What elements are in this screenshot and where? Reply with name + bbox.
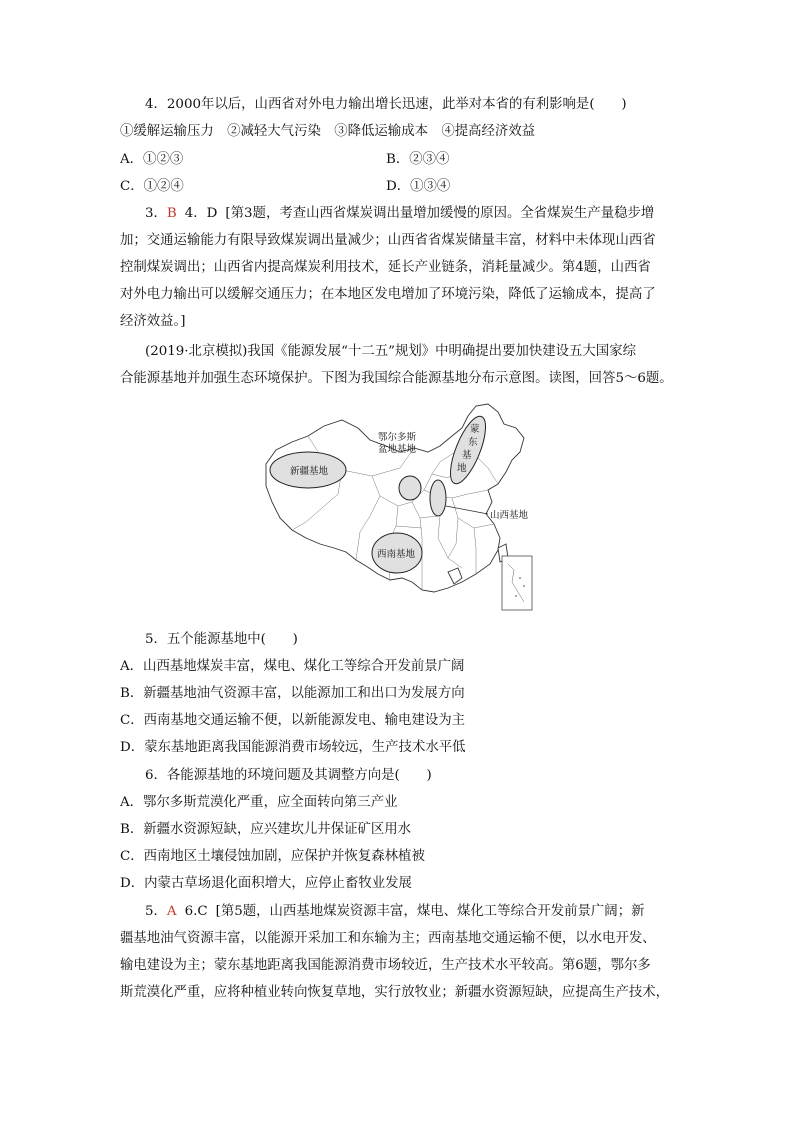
map-label-shanxi: 山西基地 (490, 510, 529, 521)
q6-option-d: D．内蒙古草场退化面积增大，应停止畜牧业发展 (120, 876, 412, 891)
intro-5-6-line-2: 合能源基地并加强生态环境保护。下图为我国综合能源基地分布示意图。读图，回答5～6题。 (120, 371, 673, 386)
q5-stem: 5．五个能源基地中( ) (145, 632, 298, 647)
answer-3-value: B (166, 206, 177, 221)
answer-4-value: 4．D (184, 206, 218, 221)
q6-option-a: A．鄂尔多斯荒漠化严重，应全面转向第三产业 (120, 795, 398, 810)
map-label-mengdong-2: 东 (468, 437, 478, 448)
map-label-mengdong-4: 地 (457, 463, 467, 474)
answer-prefix: 3． (145, 206, 167, 221)
map-label-xinan: 西南基地 (377, 549, 416, 560)
q5-option-c: C．西南基地交通运输不便，以新能源发电、输电建设为主 (120, 713, 466, 728)
answer-3-4-line-1 (145, 204, 654, 224)
intro-5-6-line-1: (2019·北京模拟)我国《能源发展“十二五”规划》中明确提出要加快建设五大国家综 (145, 344, 636, 359)
q5-option-d: D．蒙东基地距离我国能源消费市场较远，生产技术水平低 (120, 740, 466, 755)
q6-option-c: C．西南地区土壤侵蚀加剧，应保护并恢复森林植被 (120, 849, 425, 864)
answer-3-4-line-4: 对外电力输出可以缓解交通压力；在本地区发电增加了环境污染，降低了运输成本，提高了 (120, 287, 656, 302)
q5-option-b: B．新疆基地油气资源丰富，以能源加工和出口为发展方向 (120, 686, 465, 701)
q4-option-a: A．①②③ (120, 152, 184, 167)
answer-prefix: 5． (145, 904, 167, 919)
answer-explanation: [第5题，山西基地煤炭资源丰富，煤电、煤化工等综合开发前景广阔；新 (215, 904, 645, 919)
answer-3-4-line-5: 经济效益。] (120, 314, 186, 329)
answer-6-value: 6.C (184, 904, 208, 919)
q4-option-d: D．①③④ (386, 179, 451, 194)
map-label-ordos-1: 鄂尔多斯 (378, 432, 417, 443)
q6-option-b: B．新疆水资源短缺，应兴建坎儿井保证矿区用水 (120, 822, 412, 837)
answer-5-6-line-4: 斯荒漠化严重，应将种植业转向恢复草地，实行放牧业；新疆水资源短缺，应提高生产技术， (120, 985, 670, 1000)
answer-5-6-line-3: 输电建设为主；蒙东基地距离我国能源消费市场较近，生产技术水平较高。第6题，鄂尔多 (120, 958, 651, 973)
answer-5-6-line-1 (145, 902, 644, 922)
q4-items: ①缓解运输压力 ②减轻大气污染 ③降低运输成本 ④提高经济效益 (120, 124, 536, 139)
china-energy-base-map (262, 398, 542, 618)
map-label-ordos-2: 盆地基地 (378, 444, 417, 455)
q6-stem: 6．各能源基地的环境问题及其调整方向是( ) (145, 768, 432, 783)
answer-5-6-line-2: 疆基地油气资源丰富，以能源开采加工和东输为主；西南基地交通运输不便，以水电开发、 (120, 931, 656, 946)
q4-option-b: B．②③④ (386, 152, 450, 167)
map-label-mengdong-3: 基 (462, 450, 472, 461)
answer-5-value: A (166, 904, 177, 919)
q4-stem: 4．2000年以后，山西省对外电力输出增长迅速，此举对本省的有利影响是( ) (145, 97, 627, 112)
answer-3-4-line-2: 加；交通运输能力有限导致煤炭调出量减少；山西省省煤炭储量丰富，材料中未体现山西省 (120, 233, 656, 248)
shanxi-base-region (430, 480, 446, 516)
map-label-mengdong-1: 蒙 (470, 424, 480, 435)
south-sea-inset (502, 556, 532, 610)
q4-option-c: C．①②④ (120, 179, 184, 194)
answer-3-4-line-3: 控制煤炭调出；山西省内提高煤炭利用技术，延长产业链条，消耗量减少。第4题，山西省 (120, 260, 651, 275)
ordos-base-region (399, 476, 421, 500)
answer-explanation: [第3题，考查山西省煤炭调出量增加缓慢的原因。全省煤炭生产量稳步增 (225, 206, 655, 221)
q5-option-a: A．山西基地煤炭丰富，煤电、煤化工等综合开发前景广阔 (120, 659, 465, 674)
map-label-xinjiang: 新疆基地 (290, 466, 329, 477)
